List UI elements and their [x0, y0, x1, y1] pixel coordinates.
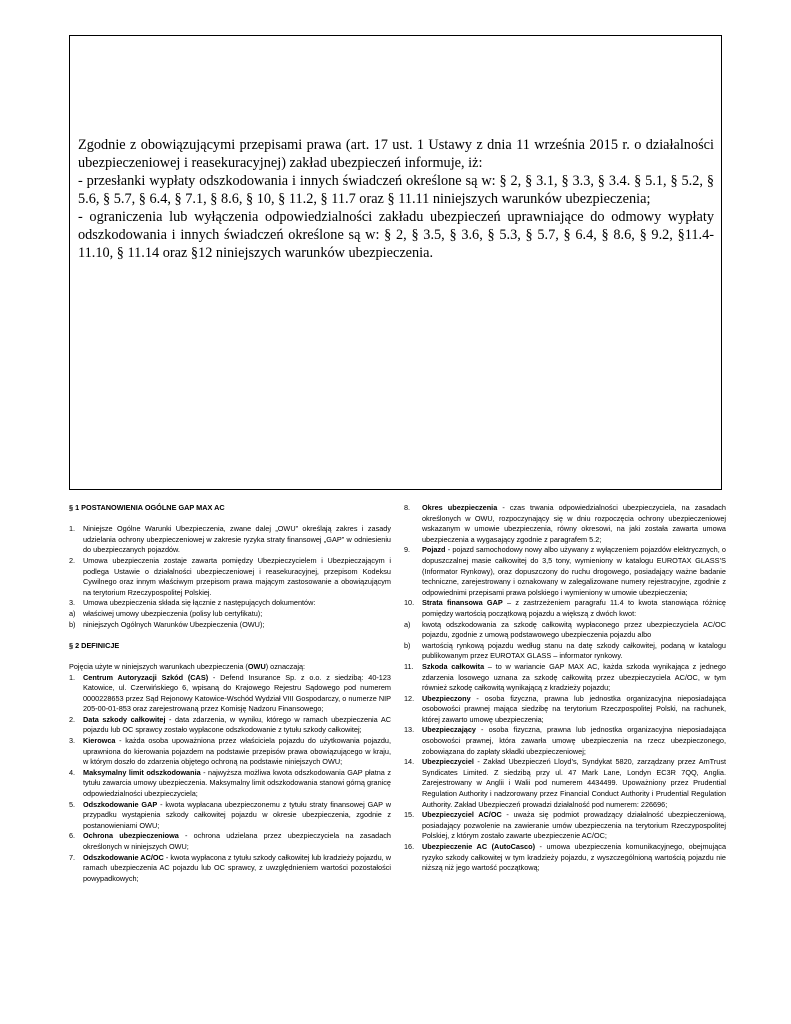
list-item: b) niniejszych Ogólnych Warunków Ubezpieczenia (OWU);: [69, 619, 265, 629]
list-item: 2. Umowa ubezpieczenia zostaje zawarta pomiędzy Ubezpieczycielem i Ubezpieczającym i podlega Ustawie o działalności ubezpieczeniowej i reasekuracyjnej, przepisom Kodeksu Cywilnego oraz innym właściwym przepisom prawa mającym zastosowanie a obowiązującym na terytorium Rzeczypospolitej Polskiej.: [69, 555, 391, 597]
definition-subitem: a) kwotą odszkodowania za szkodę całkowitą wypłaconego przez ubezpieczyciela AC/OC pojazdu, zgodnie z umową podstawowego ubezpieczenia pojazdu albo: [404, 619, 726, 640]
legal-notice-text: [78, 136, 714, 262]
notice-point-2: - ograniczenia lub wyłączenia odpowiedzialności zakładu ubezpieczeń uprawniające do odmowy wypłaty odszkodowania i innych świadczeń określone są w: § 2, § 3.5, § 3.6, § 5.3, § 5.7, § 6.4, § 8.6, § 9.2, §11.4-11.10, § 11.14 oraz §12 niniejszych warunków ubezpieczenia.: [78, 209, 714, 261]
definition-item: 3. Kierowca - każda osoba upoważniona przez właściciela pojazdu do użytkowania pojazdu, uprawniona do kierowania pojazdem na podstawie przepisów prawa obowiązującego w kraju, w którym doszło do zdarzenia objętego ochroną na podstawie niniejszych OWU;: [69, 736, 391, 767]
definition-item: 8. Okres ubezpieczenia - czas trwania odpowiedzialności ubezpieczyciela, na zasadach określonych w OWU, rozpoczynający się w dniu rozpoczęcia ochrony ubezpieczeniowej wskazanym w umowie ubezpieczenia, równy okresowi, na jaki została zawarta umowa ubezpieczenia a wygasający zgodnie z paragrafem 5.2;: [404, 503, 726, 544]
definition-item: 15. Ubezpieczyciel AC/OC - uważa się podmiot prowadzący działalność ubezpieczeniową, posiadający pozwolenie na zawieranie umów ubezpieczenia na terytorium Rzeczypospolitej Polskiej, z którym zostało zawarte ubezpieczenie AC/OC;: [404, 810, 726, 841]
definition-item: 2. Data szkody całkowitej - data zdarzenia, w wyniku, którego w ramach ubezpieczenia AC pojazdu lub OC sprawcy zostało wypłacone odszkodowanie z tytułu szkody całkowitej;: [69, 714, 391, 735]
list-item: 1. Niniejsze Ogólne Warunki Ubezpieczenia, zwane dalej „OWU” określają zakres i zasady udzielania ochrony ubezpieczeniowej w zakresie ryzyka straty finansowej „GAP” w odniesieniu do ubezpieczanych pojazdów.: [69, 524, 391, 555]
definition-item: 1. Centrum Autoryzacji Szkód (CAS) - Defend Insurance Sp. z o.o. z siedzibą: 40-123 Katowice, ul. Czerwińskiego 6, wpisaną do Krajowego Rejestru Sądowego pod numerem 0000228653 przez Sąd Rejonowy Katowice-Wschód Wydział VIII Gospodarczy, o numerze NIP 205-00-01-853 oraz zarejestrowaną przez Komisję Nadzoru Finansowego;: [69, 672, 391, 714]
definition-item: 6. Ochrona ubezpieczeniowa - ochrona udzielana przez ubezpieczyciela na zasadach określonych w niniejszych OWU;: [69, 831, 391, 851]
definition-item: 11. Szkoda całkowita – to w wariancie GAP MAX AC, każda szkoda wynikająca z jednego zdarzenia losowego uznana za szkodę całkowitą przez ubezpieczyciela AC/OC, w tym również szkodę całkowitą wynikającą z kradzieży pojazdu;: [404, 661, 726, 693]
definition-item: 13. Ubezpieczający - osoba fizyczna, prawna lub jednostka organizacyjna nieposiadająca osobowości prawnej, która zawarła umowę ubezpieczenia na rzecz ubezpieczonego, zobowiązana do zapłaty składki ubezpieczeniowej;: [404, 725, 726, 756]
section1-heading: § 1 POSTANOWIENIA OGÓLNE GAP MAX AC: [69, 503, 225, 512]
definition-item: 12. Ubezpieczony - osoba fizyczna, prawna lub jednostka organizacyjna nieposiadająca osobowości prawnej mająca siedzibę na terytorium Rzeczpospolitej Polski, na rachunek, której zawarto umowę ubezpieczenia;: [404, 693, 726, 724]
definition-item: 4. Maksymalny limit odszkodowania - najwyższa możliwa kwota odszkodowania GAP płatna z tytułu zawarcia umowy ubezpieczenia. Maksymalny limit odszkodowania stanowi górną granicę odpowiedzialności ubezpieczyciela;: [69, 767, 391, 799]
list-item: 3. Umowa ubezpieczenia składa się łącznie z następujących dokumentów:: [69, 598, 316, 608]
definition-item: 5. Odszkodowanie GAP - kwota wypłacana ubezpieczonemu z tytułu straty finansowej GAP w przypadku wystąpienia szkody całkowitej pojazdu w okresie ubezpieczenia, zgodnie z postanowieniami OWU;: [69, 799, 391, 830]
legal-notice-box: [69, 35, 722, 490]
left-column: [69, 503, 391, 884]
definition-item: 10. Strata finansowa GAP – z zastrzeżeniem paragrafu 11.4 to kwota stanowiąca różnicę pomiędzy wartością początkową pojazdu a większą z dwóch kwot:: [404, 598, 726, 618]
definition-subitem: b) wartością rynkową pojazdu według stanu na datę szkody całkowitej, podaną w katalogu publikowanym przez EUROTAX GLASS – informator rynkowy.: [404, 640, 726, 661]
definition-item: 7. Odszkodowanie AC/OC - kwota wypłacona z tytułu szkody całkowitej lub kradzieży pojazdu, w ramach ubezpieczenia AC pojazdu lub OC sprawcy, z uwzględnieniem wartości pozostałości powypadkowych;: [69, 852, 391, 883]
definition-item: 9. Pojazd - pojazd samochodowy nowy albo używany z wyłączeniem pojazdów elektrycznych, o dopuszczalnej masie całkowitej do 3,5 tony, wymieniony w katalogu EUROTAX GLASS’S (Informator Rynkowy), oraz dopuszczony do ruchu drogowego, posiadający ważne badanie techniczne, zarejestrowany i oznakowany w zalegalizowane numery rejestracyjne, zgodnie z odpowiednimi przepisami prawa polskiego i wymieniony w umowie ubezpieczenia;: [404, 545, 726, 597]
list-item: a) właściwej umowy ubezpieczenia (polisy lub certyfikatu);: [69, 608, 263, 618]
definition-item: 16. Ubezpieczenie AC (AutoCasco) - umowa ubezpieczenia komunikacyjnego, obejmująca ryzyko szkody całkowitej w tym kradzieży pojazdu, z wyszczególnioną wartością pojazdu nie niższą niż jego wartość początkową;: [404, 842, 727, 873]
section2-intro: Pojęcia użyte w niniejszych warunkach ubezpieczenia (OWU) oznaczają:: [69, 661, 306, 671]
right-column: [404, 503, 726, 874]
section2-heading: § 2 DEFINICJE: [69, 640, 120, 650]
notice-point-1: - przesłanki wypłaty odszkodowania i innych świadczeń określone są w: § 2, § 3.1, § 3.3, § 3.4. § 5.1, § 5.2, § 5.6, § 5.7, § 6.4, § 7.1, § 8.6, § 10, § 11.2, § 11.7 oraz § 11.11 niniejszych warunków ubezpieczenia;: [78, 173, 714, 207]
definition-item: 14. Ubezpieczyciel - Zakład Ubezpieczeń Lloyd’s, Syndykat 5820, zarządzany przez AmTrust Syndicates Limited. Z siedzibą przy ul. 47 Mark Lane, Londyn EC3R 7QQ, Anglia. Zarejestrowany w Anglii i Walii pod numerem 4434499. Upoważniony przez Prudential Regulation Authority i nadzorowany przez Financial Conduct Authority i Prudential Regulation Authority. Zakład Ubezpieczeń prowadzi działalność pod numerem: 226696;: [404, 757, 726, 809]
notice-intro: Zgodnie z obowiązującymi przepisami prawa (art. 17 ust. 1 Ustawy z dnia 11 września 2015 r. o działalności ubezpieczeniowej i reasekuracyjnej) zakład ubezpieczeń informuje, iż:: [78, 137, 714, 171]
